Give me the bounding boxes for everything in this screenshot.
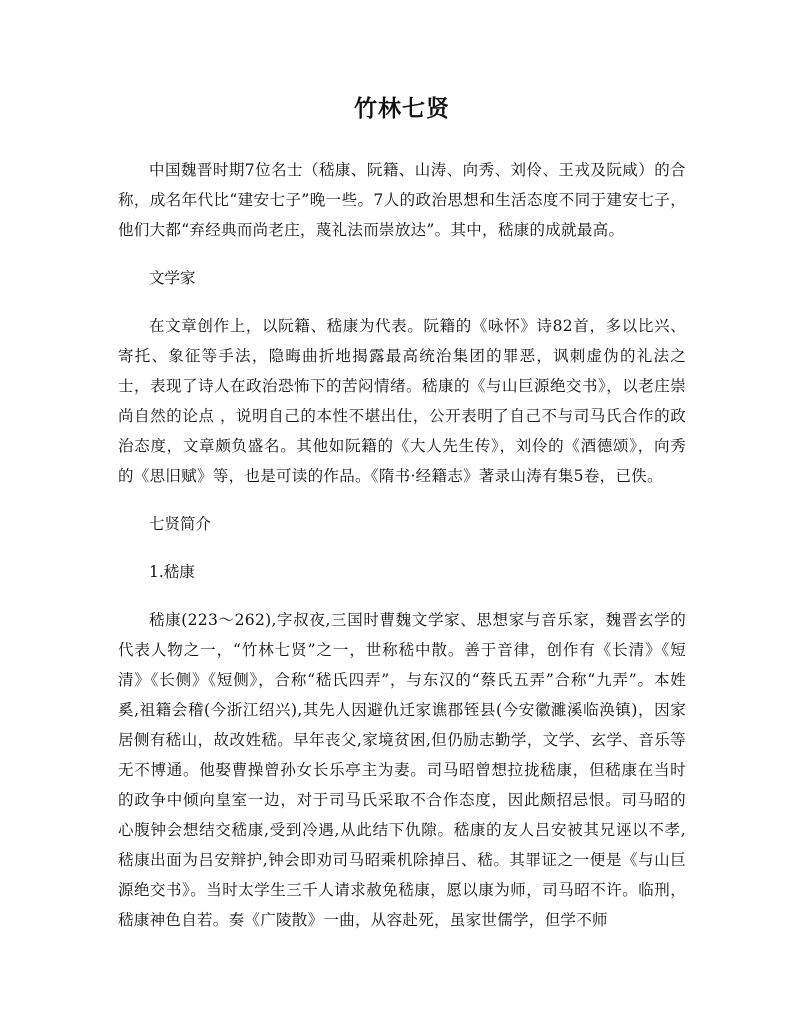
literature-paragraph: 在文章创作上，以阮籍、嵇康为代表。阮籍的《咏怀》诗82首，多以比兴、寄托、象征等手法，隐晦曲折地揭露最高统治集团的罪恶，讽刺虚伪的礼法之士，表现了诗人在政治恐怖下的苦闷情绪。嵇康的《与山巨源绝交书》，以老庄崇尚自然的论点 ，说明自己的本性不堪出仕，公开表明了自己不与司马氏合作的政治态度，文章颇负盛名。其他如阮籍的《大人先生传》，刘伶的《酒德颂》，向秀的《思旧赋》等，也是可读的作品。《隋书·经籍志》著录山涛有集5卷，已佚。: [118, 317, 686, 485]
section-heading-seven-sages: 七贤简介: [149, 515, 212, 533]
intro-paragraph: 中国魏晋时期7位名士（嵇康、阮籍、山涛、向秀、刘伶、王戎及阮咸）的合称，成名年代比“建安七子”晚一些。7人的政治思想和生活态度不同于建安七子，他们大都“弃经典而尚老庄，蔑礼法而崇放达”。其中，嵇康的成就最高。: [118, 161, 686, 239]
document-page: [118, 90, 686, 953]
document-title: 竹林七贤: [354, 95, 450, 122]
subsection-heading-jikang: 1.嵇康: [149, 563, 195, 581]
jikang-paragraph: 嵇康(223～262),字叔夜,三国时曹魏文学家、思想家与音乐家，魏晋玄学的代表人物之一，“竹林七贤”之一，世称嵇中散。善于音律，创作有《长清》《短清》《长侧》《短侧》，合称“嵇氏四弄”，与东汉的“蔡氏五弄”合称“九弄”。本姓奚,祖籍会稽(今浙江绍兴),其先人因避仇迁家谯郡铚县(今安徽濉溪临涣镇)，因家居侧有嵇山，故改姓嵇。早年丧父,家境贫困,但仍励志勤学，文学、玄学、音乐等无不博通。他娶曹操曾孙女长乐亭主为妻。司马昭曾想拉拢嵇康，但嵇康在当时的政争中倾向皇室一边，对于司马氏采取不合作态度，因此颇招忌恨。司马昭的心腹钟会想结交嵇康,受到冷遇,从此结下仇隙。嵇康的友人吕安被其兄诬以不孝,嵇康出面为吕安辩护,钟会即劝司马昭乘机除掉吕、嵇。其罪证之一便是《与山巨源绝交书》。当时太学生三千人请求赦免嵇康，愿以康为师，司马昭不许。临刑，嵇康神色自若。奏《广陵散》一曲，从容赴死，虽家世儒学，但学不师: [118, 611, 686, 929]
section-heading-literature: 文学家: [149, 269, 196, 287]
